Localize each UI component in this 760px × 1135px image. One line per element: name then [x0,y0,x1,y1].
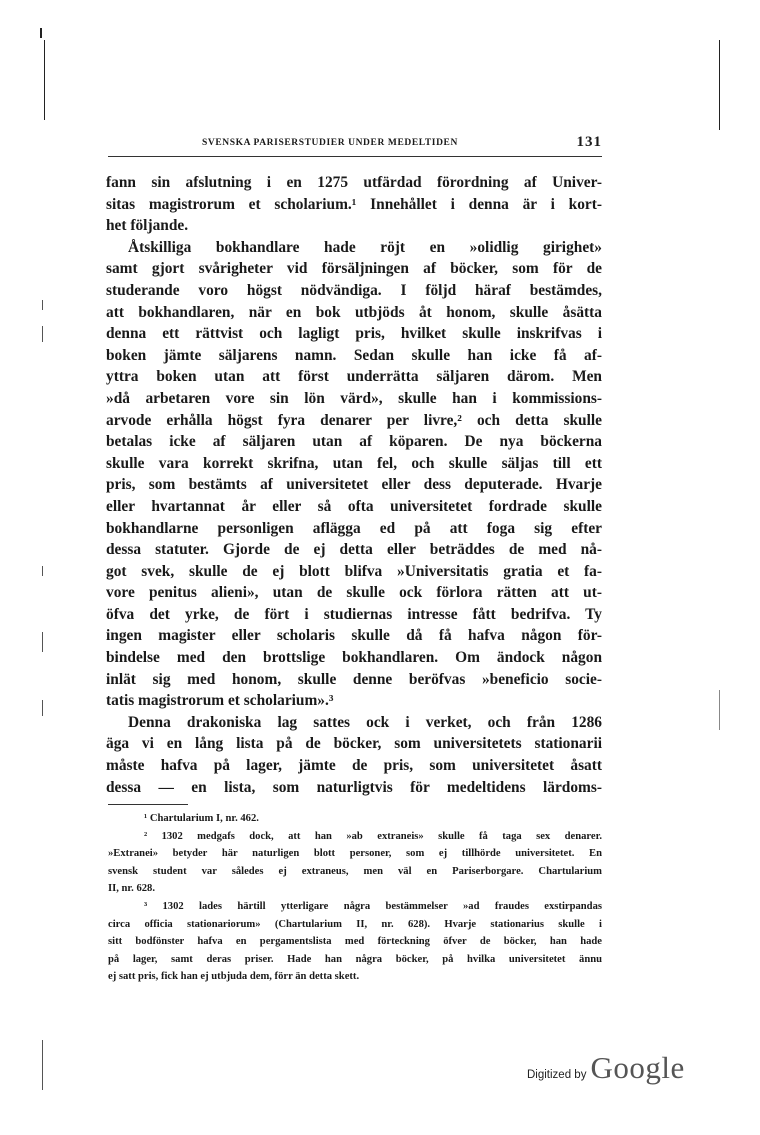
footnote-line: sitt bodfönster hafva en pergamentslista med förteckning öfver de böcker, han hade [108,936,602,948]
scan-edge-right-lower [719,690,720,730]
text-line: dessa statuter. Gjorde de ej detta eller beträddes de med nå- [106,541,602,559]
text-line: ingen magister eller scholaris skulle då få hafva någon för- [106,627,602,645]
text-line: boken jämte säljarens namn. Sedan skulle han icke få af- [106,346,602,364]
footnotes [108,810,602,986]
text-line: inlät sig med honom, skulle denne beröfvas »beneficio socie- [106,670,602,688]
footnote-line: ² 1302 medgafs dock, att han »ab extraneis» skulle få taga sex denarer. [144,830,602,842]
footnote-line: svensk student var således ej extraneus, men väl en Pariserborgare. Chartularium [108,865,602,877]
text-line: måste hafva på lager, jämte de pris, som universitetet åsatt [106,757,602,775]
watermark-prefix: Digitized by [527,1069,587,1081]
scan-edge-left [44,40,45,120]
text-line: bokhandlarne personligen aflägga ed på att foga sig efter [106,519,602,537]
page-header [108,134,602,154]
footnote-line: på lager, samt deras priser. Hade han några böcker, på hvilka universitetet ännu [108,953,602,965]
text-line: skulle vara korrekt skrifna, utan fel, och skulle säljas till ett [106,454,602,472]
scan-edge-tick [42,1040,43,1090]
text-line: Åtskilliga bokhandlare hade röjt en »olidlig girighet» [128,238,602,256]
text-line: vore penitus alieni», utan de skulle ock förlora rätten att ut- [106,584,602,602]
text-line: fann sin afslutning i en 1275 utfärdad förordning af Univer- [106,174,602,191]
scan-edge-mark [40,28,42,38]
text-line: got svek, skulle de ej blott blifva »Universitatis gratia et fa- [106,562,602,580]
text-line: denna ett rättvist och lagligt pris, hvilket skulle inskrifvas i [106,325,602,343]
footnote-line: ej satt pris, fick han ej utbjuda dem, förr än detta skett. [108,971,360,983]
scan-edge-tick [42,700,43,716]
scan-edge-tick [42,632,43,652]
text-line: arvode erhålla högst fyra denarer per livre,² och detta skulle [106,411,602,429]
text-line: att bokhandlaren, när en bok utbjöds åt honom, skulle åsätta [106,303,602,321]
text-line: yttra boken utan att först underrätta säljaren därom. Men [106,368,602,386]
footnote-line: circa officia stationariorum» (Chartularium II, nr. 628). Hvarje stationarius skulle i [108,918,602,930]
header-rule [108,156,602,157]
text-line: eller hvartannat år eller så ofta universitetet fordrade skulle [106,497,602,515]
scan-edge-right [719,40,720,130]
running-head: SVENSKA PARISERSTUDIER UNDER MEDELTIDEN [202,138,458,148]
text-line: Denna drakoniska lag sattes ock i verket, och från 1286 [128,713,602,731]
text-line: sitas magistrorum et scholarium.¹ Innehållet i denna är i kort- [106,195,602,213]
text-line: studerande voro högst nödvändiga. I följd häraf bestämdes, [106,281,602,299]
text-line: »då arbetaren vore sin lön värd», skulle han i kommissions- [106,389,602,407]
text-line: tatis magistrorum et scholarium».³ [106,692,334,710]
digitized-by-watermark [527,1050,685,1090]
text-line: dessa — en lista, som naturligtvis för medeltidens lärdoms- [106,778,602,796]
scan-edge-tick [42,326,43,342]
watermark-logo: Google [590,1050,685,1085]
footnote-line: ³ 1302 lades härtill ytterligare några bestämmelser »ad fraudes exstirpandas [144,900,602,912]
footnote-line: »Extranei» betyder här naturligen blott personer, som ej tillhörde universitetet. En [108,848,602,860]
footnote-rule [108,804,188,805]
footnote-line: ¹ Chartularium I, nr. 462. [144,813,259,824]
body-text [106,172,602,798]
scan-edge-tick [42,566,43,576]
text-line: pris, som bestämts af universitetet eller dess deputerade. Hvarje [106,476,602,494]
text-line: bindelse med den brottslige bokhandlaren. Om ändock någon [106,649,602,667]
text-line: samt gjort svårigheter vid försäljningen af böcker, som för de [106,260,602,278]
text-line: äga vi en lång lista på de böcker, som universitetets stationarii [106,735,602,753]
scan-edge-tick [42,300,43,310]
text-line: betalas icke af säljaren utan af köparen. De nya böckerna [106,433,602,451]
text-line: het följande. [106,217,189,235]
footnote-line: II, nr. 628. [108,883,155,895]
text-line: öfva det yrke, de fört i studiernas intresse fått bedrifva. Ty [106,605,602,623]
page-number: 131 [576,134,602,150]
